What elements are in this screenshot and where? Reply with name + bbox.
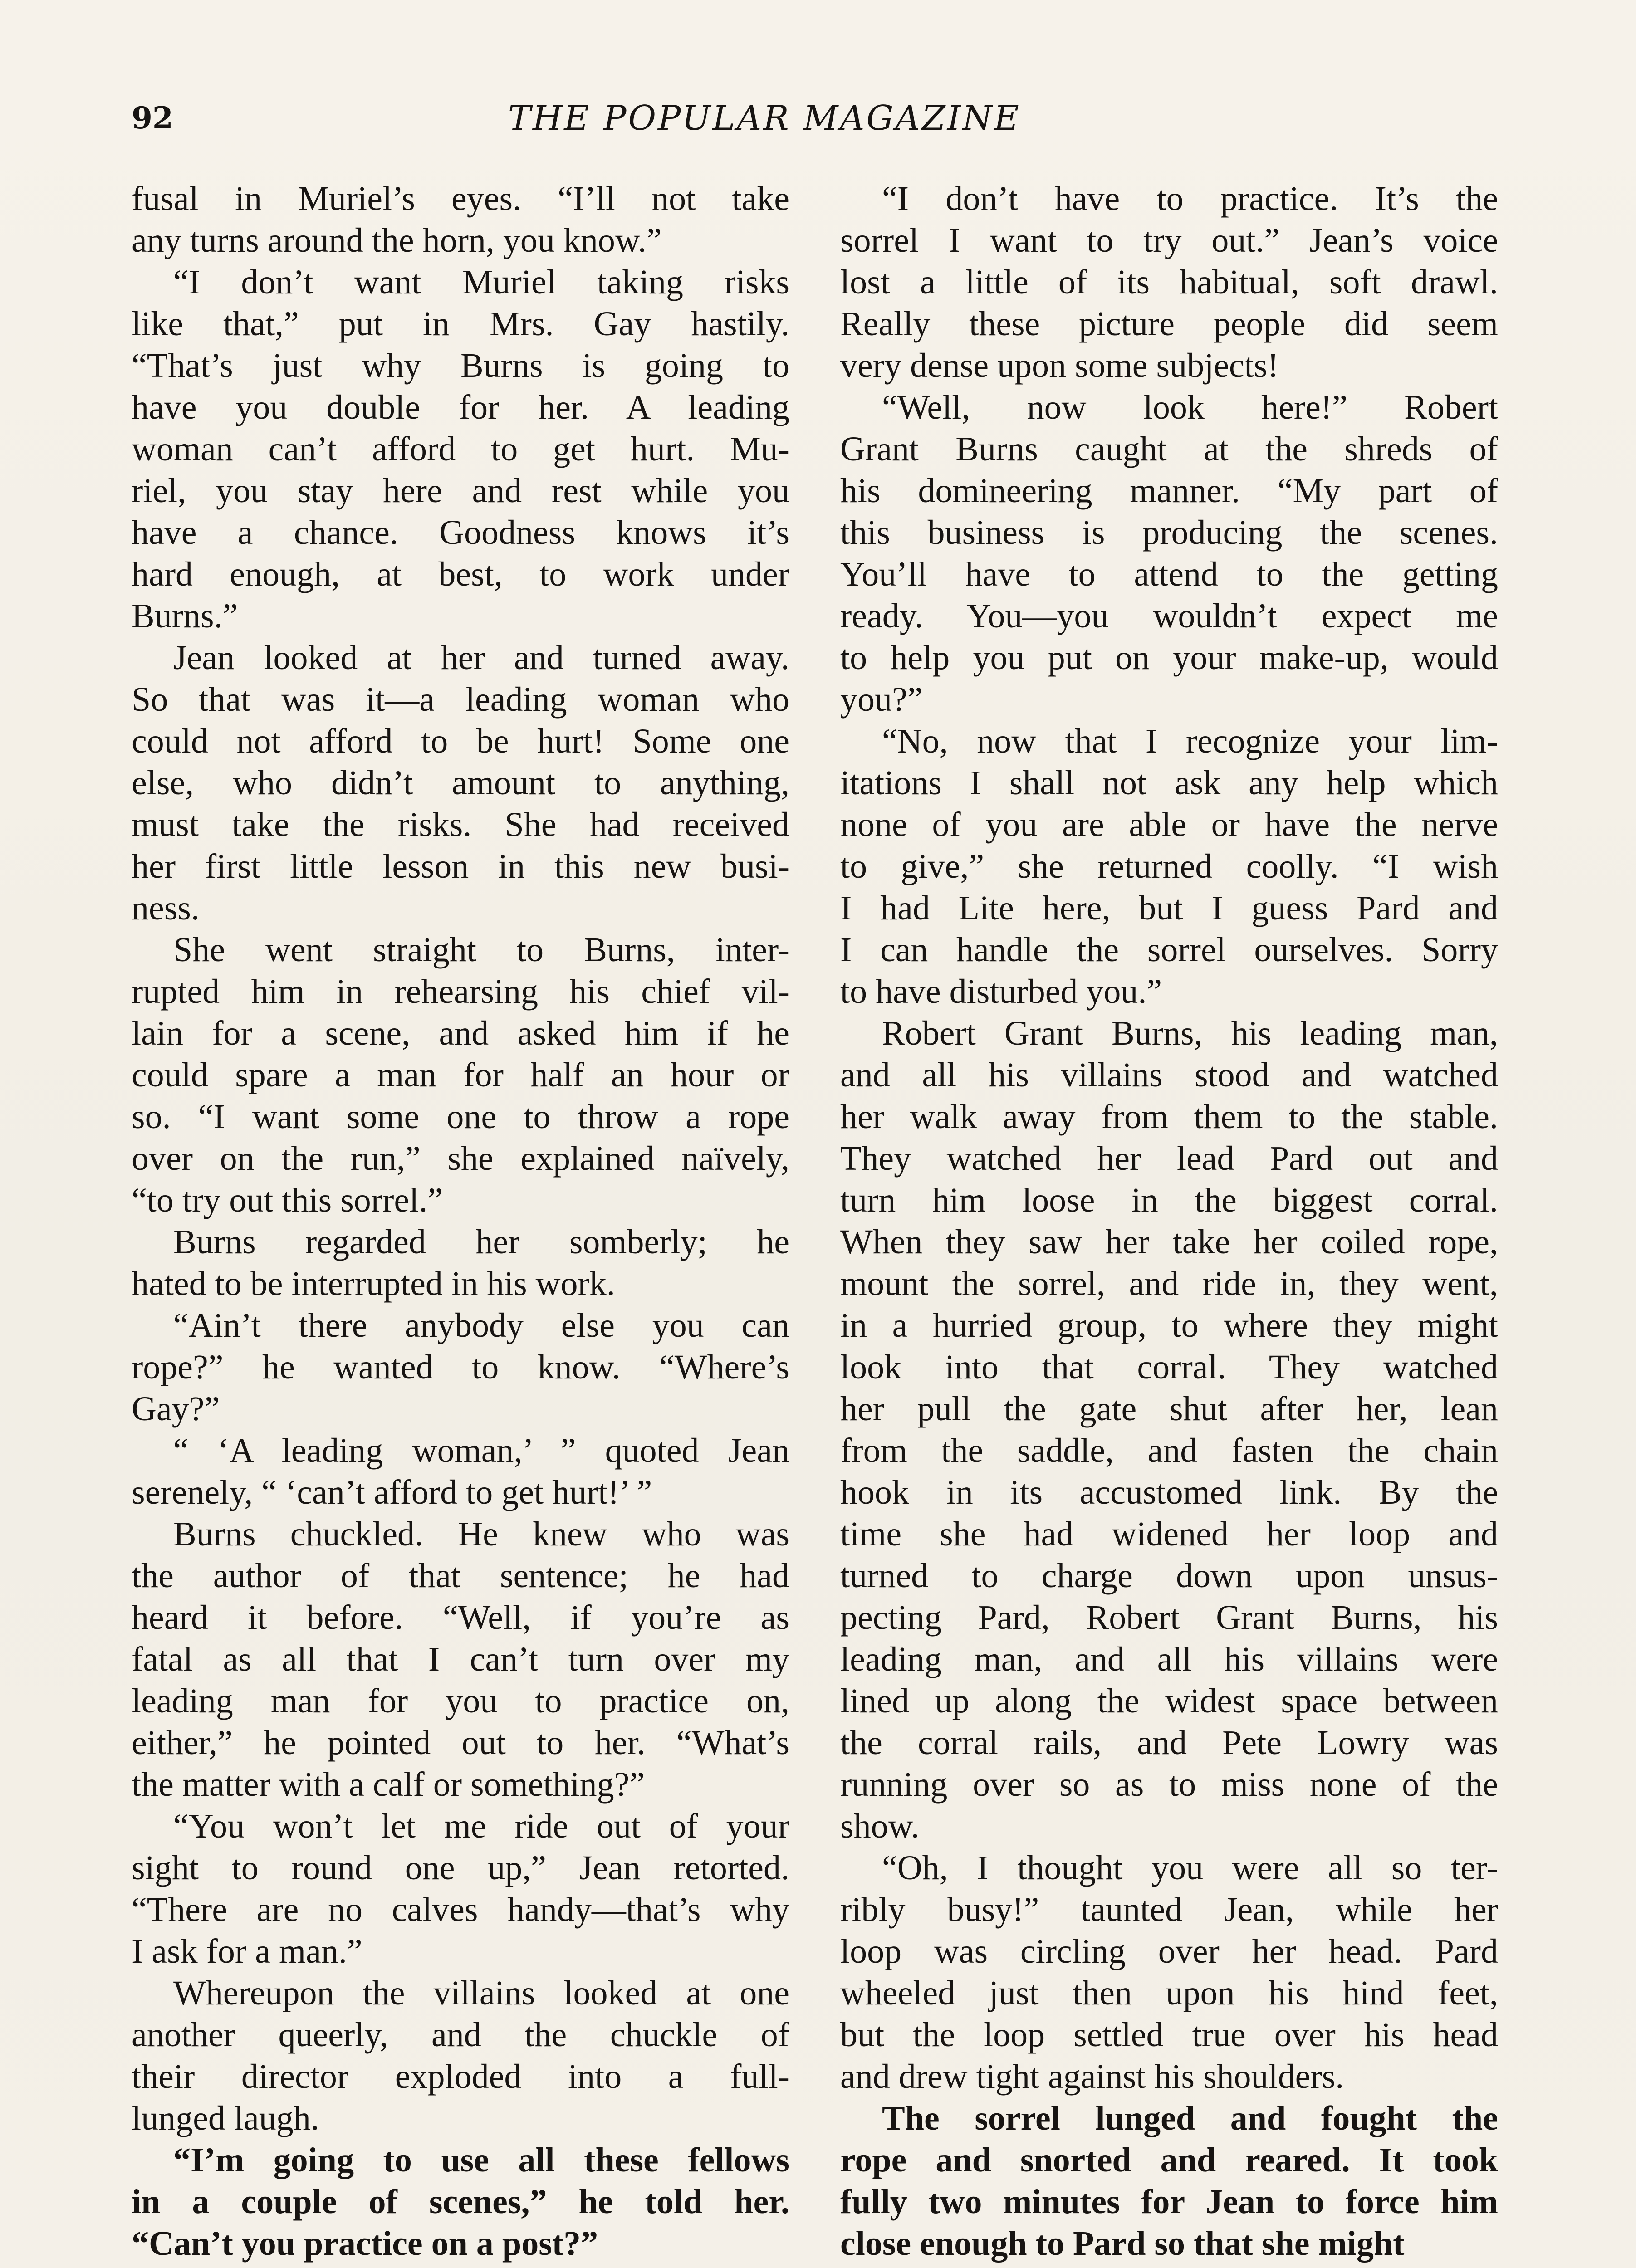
text-line: Burns regarded her somberly; he (173, 1223, 789, 1261)
text-line: sight to round one up,” Jean retorted. (132, 1849, 789, 1887)
text-line: wheeled just then upon his hind feet, (840, 1974, 1498, 2012)
text-line: She went straight to Burns, inter- (173, 931, 789, 969)
text-line: serenely, “ ‘can’t afford to get hurt!’ ” (132, 1473, 652, 1511)
text-line: pecting Pard, Robert Grant Burns, his (840, 1598, 1498, 1637)
text-line: loop was circling over her head. Pard (840, 1932, 1498, 1970)
text-line: could not afford to be hurt! Some one (132, 722, 789, 760)
text-line: itations I shall not ask any help which (840, 764, 1498, 802)
text-line: Gay?” (132, 1390, 220, 1428)
text-line: in a couple of scenes,” he told her. (132, 2183, 789, 2221)
text-line: from the saddle, and fasten the chain (840, 1432, 1498, 1470)
text-line: hated to be interrupted in his work. (132, 1265, 615, 1303)
text-line: could spare a man for half an hour or (132, 1056, 789, 1094)
text-line: The sorrel lunged and fought the (882, 2099, 1498, 2137)
text-line: “No, now that I recognize your lim- (882, 722, 1498, 760)
text-line: “I don’t want Muriel taking risks (173, 263, 789, 301)
text-line: her walk away from them to the stable. (840, 1098, 1498, 1136)
text-line: you?” (840, 680, 923, 719)
text-line: look into that corral. They watched (840, 1348, 1498, 1386)
text-line: and all his villains stood and watched (840, 1056, 1498, 1094)
text-line: ness. (132, 889, 200, 927)
text-line: so. “I want some one to throw a rope (132, 1098, 789, 1136)
text-line: “You won’t let me ride out of your (173, 1807, 789, 1845)
text-line: else, who didn’t amount to anything, (132, 764, 789, 802)
text-line: rupted him in rehearsing his chief vil- (132, 973, 789, 1011)
text-line: heard it before. “Well, if you’re as (132, 1598, 789, 1637)
text-line: turned to charge down upon unsus- (840, 1557, 1498, 1595)
text-line: running over so as to miss none of the (840, 1765, 1498, 1804)
text-line: leading man, and all his villains were (840, 1640, 1498, 1678)
text-line: turn him loose in the biggest corral. (840, 1181, 1498, 1219)
text-line: riel, you stay here and rest while you (132, 472, 789, 510)
text-line: “Oh, I thought you were all so ter- (882, 1849, 1498, 1887)
text-line: sorrel I want to try out.” Jean’s voice (840, 221, 1498, 259)
text-line: none of you are able or have the nerve (840, 806, 1498, 844)
text-line: “Well, now look here!” Robert (882, 388, 1498, 426)
text-line: their director exploded into a full- (132, 2058, 789, 2096)
text-line: fatal as all that I can’t turn over my (132, 1640, 789, 1678)
text-line: have you double for her. A leading (132, 388, 789, 426)
text-line: “to try out this sorrel.” (132, 1181, 443, 1219)
text-line: to give,” she returned coolly. “I wish (840, 847, 1498, 885)
text-line: “I’m going to use all these fellows (173, 2141, 789, 2179)
text-line: another queerly, and the chuckle of (132, 2016, 789, 2054)
text-line: Whereupon the villains looked at one (173, 1974, 789, 2012)
text-line: over on the run,” she explained naïvely, (132, 1139, 789, 1178)
text-line: to have disturbed you.” (840, 973, 1162, 1011)
text-line: rope and snorted and reared. It took (840, 2141, 1498, 2179)
text-line: the corral rails, and Pete Lowry was (840, 1724, 1498, 1762)
page-number: 92 (132, 100, 173, 136)
text-line: ready. You—you wouldn’t expect me (840, 597, 1498, 635)
text-line: lost a little of its habitual, soft drawl. (840, 263, 1498, 301)
text-line: the matter with a calf or something?” (132, 1765, 645, 1804)
text-line: must take the risks. She had received (132, 806, 789, 844)
text-line: but the loop settled true over his head (840, 2016, 1498, 2054)
text-line: either,” he pointed out to her. “What’s (132, 1724, 789, 1762)
text-line: and drew tight against his shoulders. (840, 2058, 1344, 2096)
text-line: lain for a scene, and asked him if he (132, 1014, 789, 1052)
text-line: lunged laugh. (132, 2099, 319, 2137)
text-line: So that was it—a leading woman who (132, 680, 789, 719)
text-line: fusal in Muriel’s eyes. “I’ll not take (132, 180, 789, 218)
text-line: close enough to Pard so that she might (840, 2224, 1405, 2263)
text-line: the author of that sentence; he had (132, 1557, 789, 1595)
text-line: like that,” put in Mrs. Gay hastily. (132, 305, 789, 343)
text-line: They watched her lead Pard out and (840, 1139, 1498, 1178)
text-line: ribly busy!” taunted Jean, while her (840, 1891, 1498, 1929)
text-line: have a chance. Goodness knows it’s (132, 513, 789, 552)
text-line: “I don’t have to practice. It’s the (882, 180, 1498, 218)
text-line: in a hurried group, to where they might (840, 1306, 1498, 1344)
left-text-column (132, 178, 789, 2264)
text-line: hook in its accustomed link. By the (840, 1473, 1498, 1511)
text-line: fully two minutes for Jean to force him (840, 2183, 1498, 2221)
text-line: Grant Burns caught at the shreds of (840, 430, 1498, 468)
text-line: “ ‘A leading woman,’ ” quoted Jean (173, 1432, 789, 1470)
text-line: time she had widened her loop and (840, 1515, 1498, 1553)
text-line: Jean looked at her and turned away. (173, 639, 789, 677)
text-line: Really these picture people did seem (840, 305, 1498, 343)
text-line: Robert Grant Burns, his leading man, (882, 1014, 1498, 1052)
text-line: mount the sorrel, and ride in, they went, (840, 1265, 1498, 1303)
text-line: any turns around the horn, you know.” (132, 221, 662, 259)
running-title: THE POPULAR MAGAZINE (508, 98, 1021, 138)
page-header (132, 98, 1511, 147)
text-line: to help you put on your make-up, would (840, 639, 1498, 677)
text-line: You’ll have to attend to the getting (840, 555, 1498, 593)
text-line: “That’s just why Burns is going to (132, 347, 789, 385)
text-line: I had Lite here, but I guess Pard and (840, 889, 1498, 927)
text-line: “There are no calves handy—that’s why (132, 1891, 789, 1929)
text-line: her first little lesson in this new busi- (132, 847, 789, 885)
text-line: very dense upon some subjects! (840, 347, 1279, 385)
text-line: this business is producing the scenes. (840, 513, 1498, 552)
text-line: I ask for a man.” (132, 1932, 362, 1970)
text-line: show. (840, 1807, 920, 1845)
text-line: his domineering manner. “My part of (840, 472, 1498, 510)
text-line: lined up along the widest space between (840, 1682, 1498, 1720)
text-line: Burns.” (132, 597, 238, 635)
text-line: Burns chuckled. He knew who was (173, 1515, 789, 1553)
text-line: hard enough, at best, to work under (132, 555, 789, 593)
text-line: When they saw her take her coiled rope, (840, 1223, 1498, 1261)
text-line: her pull the gate shut after her, lean (840, 1390, 1498, 1428)
text-line: “Can’t you practice on a post?” (132, 2224, 598, 2263)
text-line: I can handle the sorrel ourselves. Sorry (840, 931, 1498, 969)
text-line: rope?” he wanted to know. “Where’s (132, 1348, 789, 1386)
text-line: leading man for you to practice on, (132, 1682, 789, 1720)
text-line: “Ain’t there anybody else you can (173, 1306, 789, 1344)
right-text-column (840, 178, 1498, 2264)
text-line: woman can’t afford to get hurt. Mu- (132, 430, 789, 468)
